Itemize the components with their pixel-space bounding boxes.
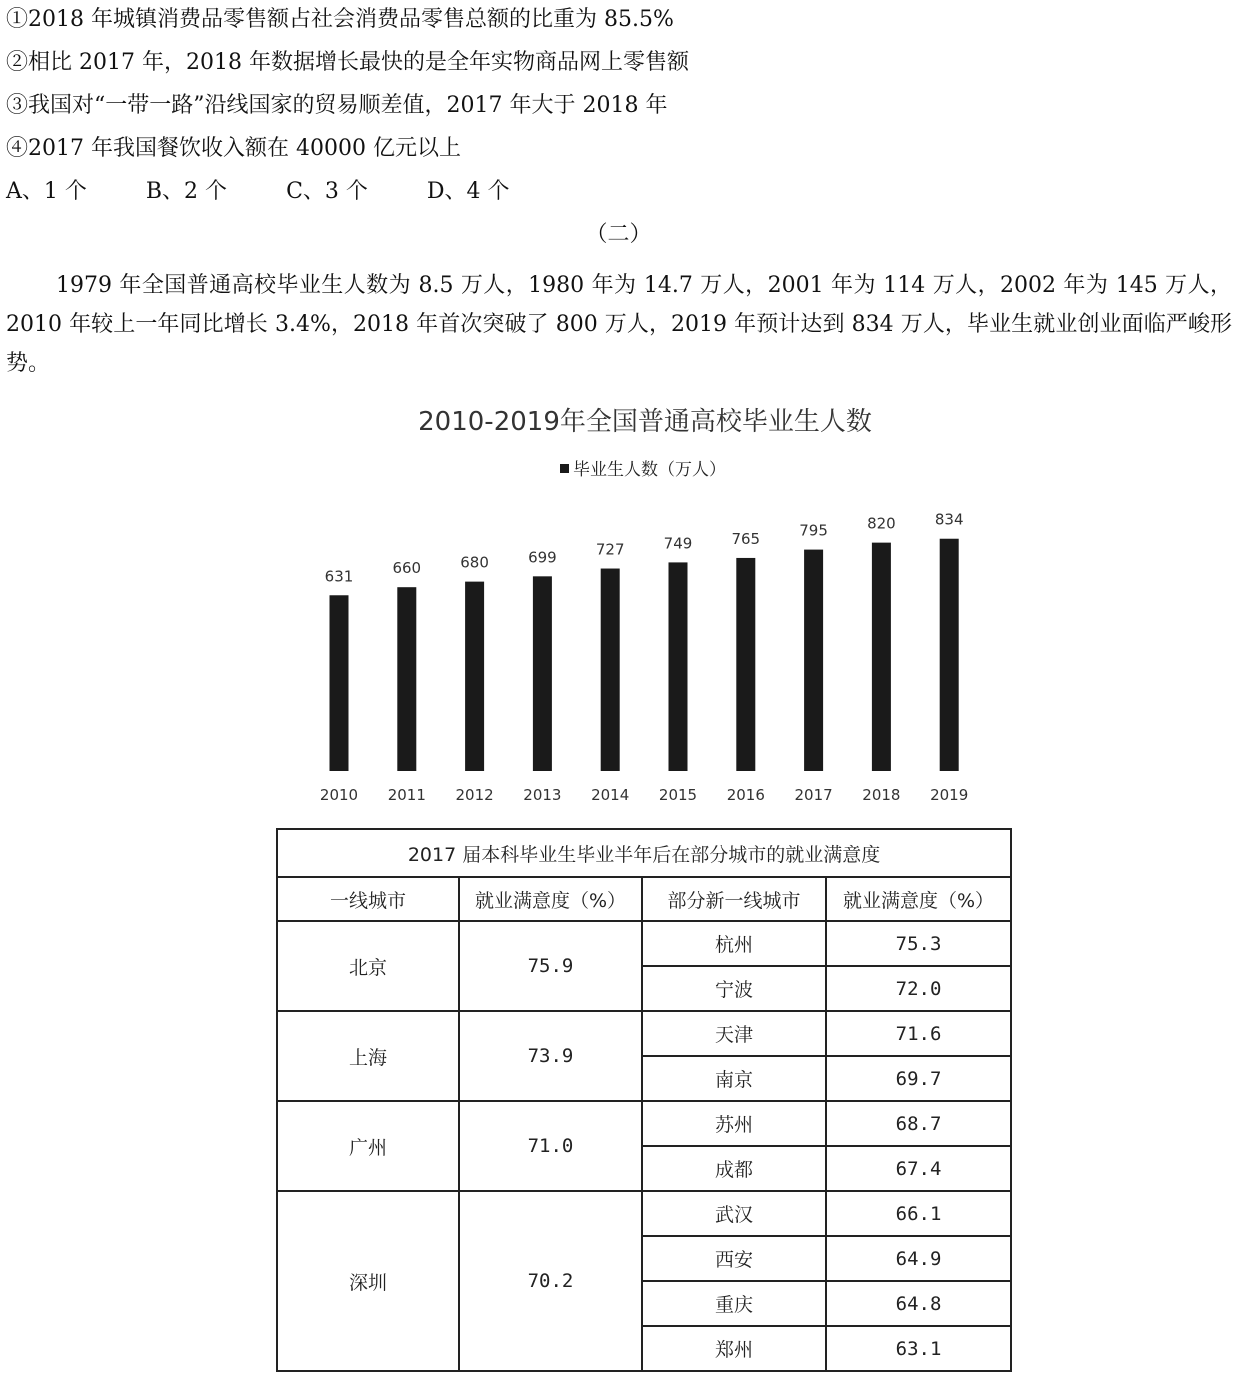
data-label-2012: 680 <box>460 553 489 572</box>
table-row <box>277 921 1011 966</box>
x-tick-2012: 2012 <box>455 786 494 804</box>
answer-options <box>6 177 562 207</box>
x-tick-2017: 2017 <box>794 786 833 804</box>
new-tier1-score-cell: 72.0 <box>826 966 1011 1011</box>
x-tick-2011: 2011 <box>387 786 426 804</box>
bar-2016 <box>736 558 755 771</box>
chart-legend <box>560 460 726 480</box>
data-label-2015: 749 <box>663 534 693 553</box>
bar-2011 <box>397 587 416 771</box>
x-tick-2010: 2010 <box>319 786 359 804</box>
new-tier1-score-cell: 64.8 <box>826 1281 1011 1326</box>
data-label-2017: 795 <box>799 521 828 540</box>
bar-2014 <box>601 569 620 771</box>
satisfaction-table-container <box>276 828 1012 1372</box>
tier1-score-cell: 71.0 <box>459 1101 642 1191</box>
option-a[interactable]: A、1 个 <box>6 179 87 204</box>
new-tier1-city-cell: 成都 <box>642 1146 826 1191</box>
new-tier1-score-cell: 63.1 <box>826 1326 1011 1371</box>
data-label-2016: 765 <box>731 529 761 548</box>
header-new-tier1-city: 部分新一线城市 <box>642 877 826 921</box>
bar-2017 <box>804 550 823 771</box>
x-tick-2019: 2019 <box>930 786 969 804</box>
new-tier1-city-cell: 武汉 <box>642 1191 826 1236</box>
option-c[interactable]: C、3 个 <box>286 179 368 204</box>
new-tier1-city-cell: 天津 <box>642 1011 826 1056</box>
new-tier1-score-cell: 69.7 <box>826 1056 1011 1101</box>
section-heading: （二） <box>585 222 652 247</box>
data-label-2014: 727 <box>595 540 625 559</box>
table-caption: 2017 届本科毕业生毕业半年后在部分城市的就业满意度 <box>277 829 1011 877</box>
table-row <box>277 1011 1011 1056</box>
table-row <box>277 1191 1011 1236</box>
question-statement-1: ①2018 年城镇消费品零售额占社会消费品零售总额的比重为 85.5% <box>6 7 674 32</box>
table-row <box>277 1101 1011 1146</box>
legend-label: 毕业生人数（万人） <box>573 460 726 480</box>
new-tier1-city-cell: 西安 <box>642 1236 826 1281</box>
data-label-2010: 631 <box>324 567 354 586</box>
bar-2018 <box>872 543 891 771</box>
legend-swatch <box>560 464 569 473</box>
new-tier1-city-cell: 郑州 <box>642 1326 826 1371</box>
new-tier1-score-cell: 67.4 <box>826 1146 1011 1191</box>
bar-2019 <box>940 539 959 771</box>
chart-title: 2010-2019年全国普通高校毕业生人数 <box>418 407 872 437</box>
new-tier1-city-cell: 南京 <box>642 1056 826 1101</box>
bar-2015 <box>669 562 688 771</box>
tier1-score-cell: 73.9 <box>459 1011 642 1101</box>
tier1-city-cell: 上海 <box>277 1011 459 1101</box>
bar-2012 <box>465 582 484 771</box>
new-tier1-score-cell: 64.9 <box>826 1236 1011 1281</box>
question-statement-3: ③我国对“一带一路”沿线国家的贸易顺差值，2017 年大于 2018 年 <box>6 93 668 118</box>
tier1-score-cell: 70.2 <box>459 1191 642 1371</box>
option-d[interactable]: D、4 个 <box>426 179 510 204</box>
x-tick-2015: 2015 <box>658 786 698 804</box>
tier1-city-cell: 深圳 <box>277 1191 459 1371</box>
graduates-bar-chart <box>0 388 1237 818</box>
header-tier1-city: 一线城市 <box>277 877 459 921</box>
chart-bars <box>320 511 968 804</box>
tier1-score-cell: 75.9 <box>459 921 642 1011</box>
x-tick-2016: 2016 <box>726 786 765 804</box>
new-tier1-score-cell: 68.7 <box>826 1101 1011 1146</box>
data-label-2013: 699 <box>528 548 557 567</box>
satisfaction-table <box>276 828 1012 1372</box>
x-tick-2014: 2014 <box>591 786 630 804</box>
x-tick-2018: 2018 <box>862 786 901 804</box>
intro-paragraph: 1979 年全国普通高校毕业生人数为 8.5 万人，1980 年为 14.7 万人，2001 年为 114 万人，2002 年为 145 万人，2010 年较上一年同比增长 3.4%，2018 年首次突破了 800 万人，2019 年预计达到 834 万人，毕业生就业创业面临严峻形势。 <box>6 273 1232 376</box>
question-statement-4: ④2017 年我国餐饮收入额在 40000 亿元以上 <box>6 136 461 161</box>
data-label-2018: 820 <box>867 514 896 533</box>
x-tick-2013: 2013 <box>523 786 562 804</box>
tier1-city-cell: 广州 <box>277 1101 459 1191</box>
bar-2013 <box>533 576 552 771</box>
header-tier1-satisfaction: 就业满意度（%） <box>459 877 642 921</box>
bar-2010 <box>330 595 349 771</box>
new-tier1-city-cell: 苏州 <box>642 1101 826 1146</box>
data-label-2011: 660 <box>392 559 422 578</box>
new-tier1-score-cell: 75.3 <box>826 921 1011 966</box>
question-statement-2: ②相比 2017 年，2018 年数据增长最快的是全年实物商品网上零售额 <box>6 50 689 75</box>
option-b[interactable]: B、2 个 <box>145 179 228 204</box>
new-tier1-score-cell: 66.1 <box>826 1191 1011 1236</box>
data-label-2019: 834 <box>934 510 964 529</box>
new-tier1-city-cell: 重庆 <box>642 1281 826 1326</box>
new-tier1-score-cell: 71.6 <box>826 1011 1011 1056</box>
new-tier1-city-cell: 宁波 <box>642 966 826 1011</box>
header-new-tier1-satisfaction: 就业满意度（%） <box>826 877 1011 921</box>
tier1-city-cell: 北京 <box>277 921 459 1011</box>
new-tier1-city-cell: 杭州 <box>642 921 826 966</box>
